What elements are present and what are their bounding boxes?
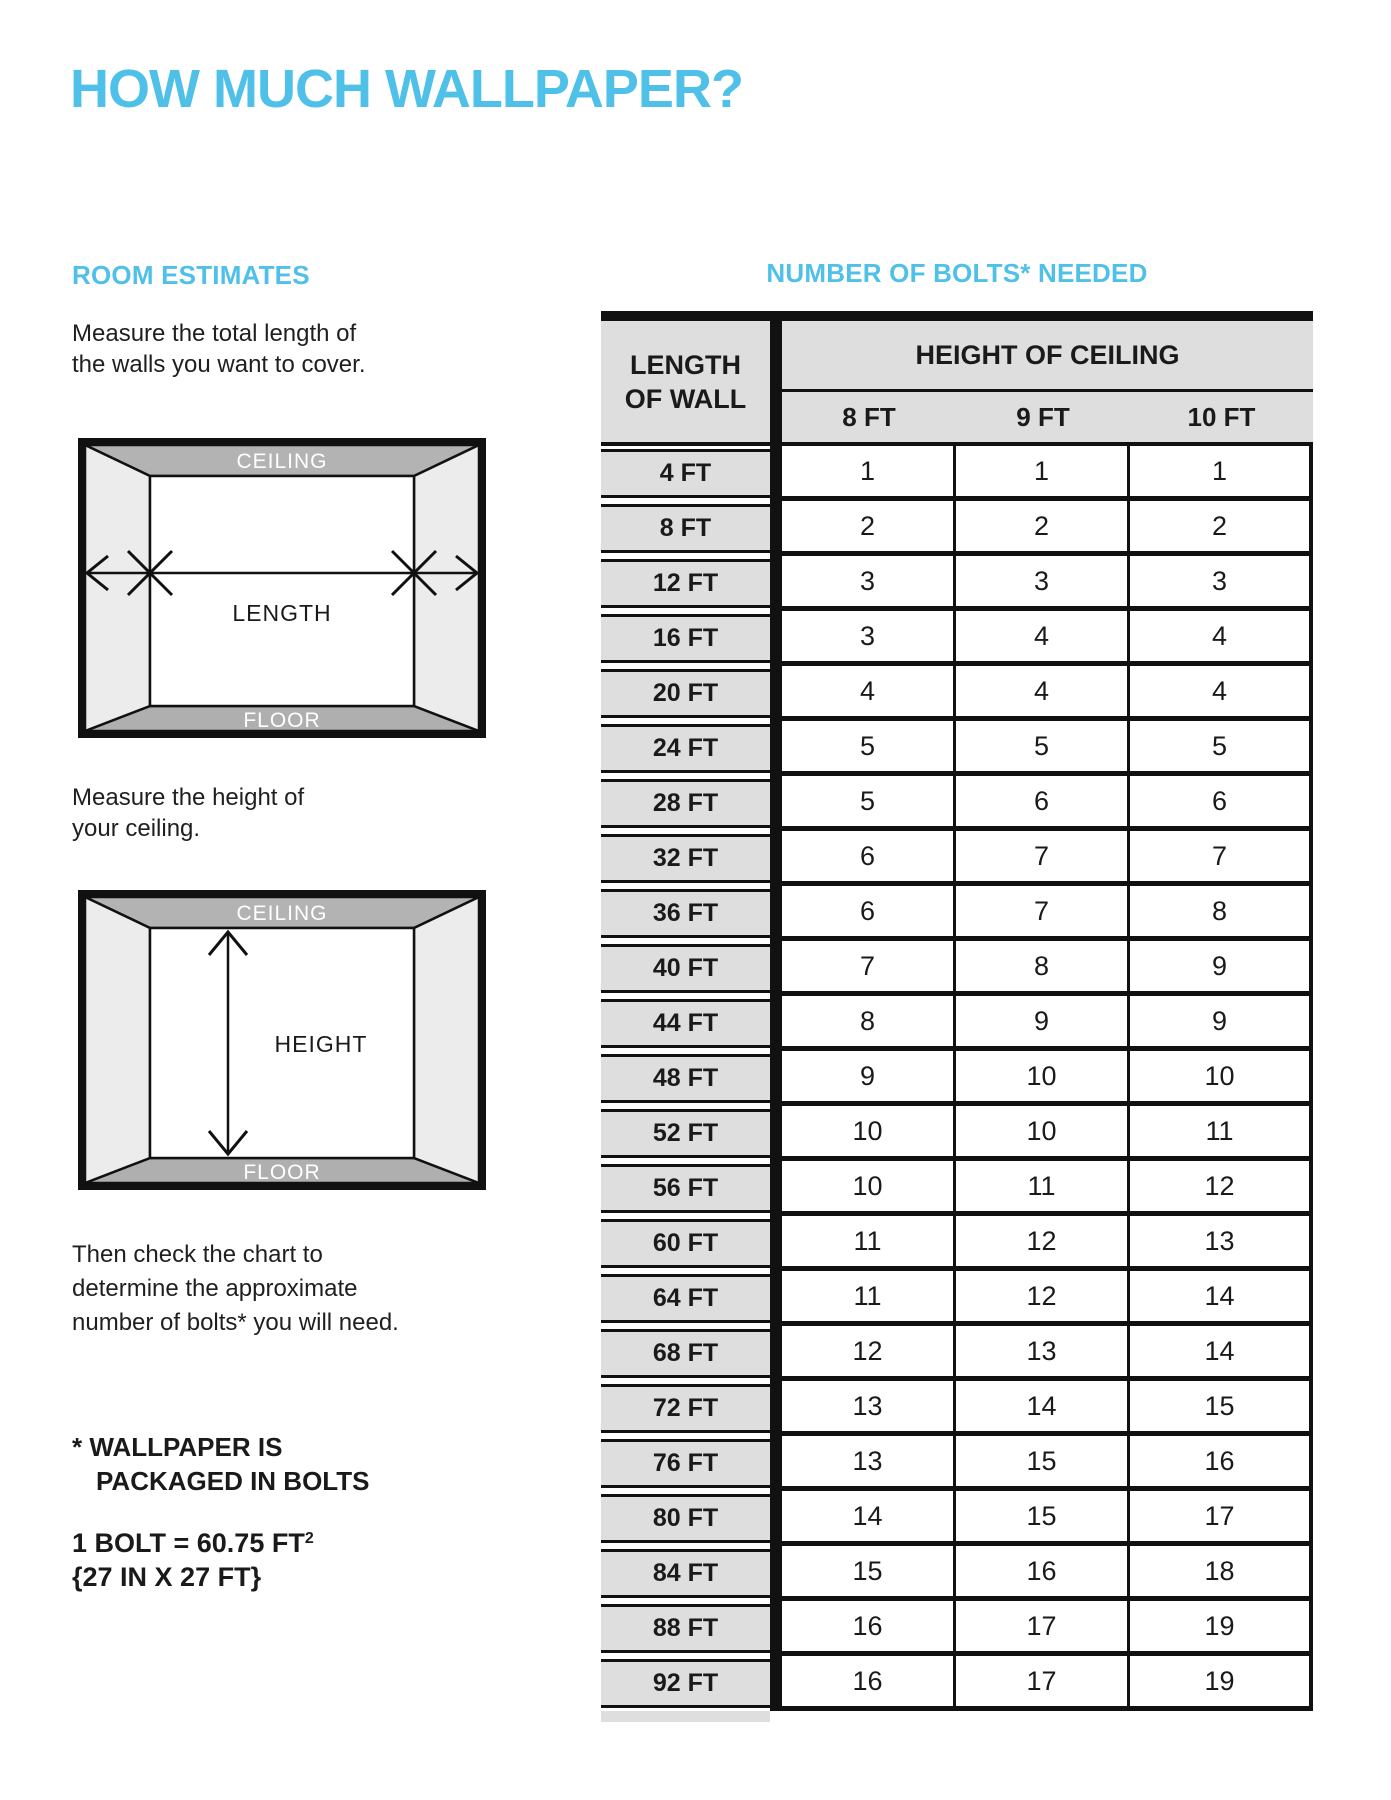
bolts-footnote — [72, 1430, 369, 1498]
bolts-cell-8ft: 2 — [782, 501, 956, 556]
left-wall — [85, 897, 150, 1183]
left-wall — [85, 445, 150, 731]
column-divider — [770, 666, 782, 721]
table-row — [601, 446, 1313, 501]
label-column-bottom-tab — [601, 1711, 770, 1722]
bolts-cell-8ft: 15 — [782, 1546, 956, 1601]
bolts-cell-9ft: 9 — [956, 996, 1130, 1051]
bolts-cell-8ft: 12 — [782, 1326, 956, 1381]
bolt-equation-exponent: 2 — [304, 1530, 314, 1547]
table-header — [601, 321, 1313, 446]
column-divider — [770, 1271, 782, 1326]
floor-label: FLOOR — [243, 1161, 321, 1184]
table-row — [601, 1216, 1313, 1271]
table-row — [601, 941, 1313, 996]
room-perspective-height-drawing — [78, 890, 486, 1190]
bolts-table — [601, 311, 1313, 1722]
bolts-cell-8ft: 8 — [782, 996, 956, 1051]
bolts-cell-10ft: 13 — [1130, 1216, 1313, 1271]
bolts-cell-8ft: 5 — [782, 776, 956, 831]
wall-length-label: 20 FT — [601, 669, 770, 718]
bolts-cell-10ft: 7 — [1130, 831, 1313, 886]
bolts-cell-9ft: 2 — [956, 501, 1130, 556]
wall-length-label: 84 FT — [601, 1549, 770, 1598]
instruction-chart-line2: determine the approximate — [72, 1275, 358, 1302]
height-label: HEIGHT — [274, 1031, 368, 1057]
bolts-cell-10ft: 6 — [1130, 776, 1313, 831]
bolts-cell-9ft: 16 — [956, 1546, 1130, 1601]
table-row — [601, 721, 1313, 776]
bolts-cell-8ft: 14 — [782, 1491, 956, 1546]
instruction-height — [72, 782, 304, 844]
bolts-cell-8ft: 11 — [782, 1271, 956, 1326]
col-header-8ft: 8 FT — [842, 401, 896, 432]
bolts-cell-8ft: 16 — [782, 1601, 956, 1656]
column-divider — [770, 1106, 782, 1161]
bolts-cell-10ft: 18 — [1130, 1546, 1313, 1601]
bolts-cell-9ft: 14 — [956, 1381, 1130, 1436]
column-divider — [770, 886, 782, 941]
column-divider — [770, 1216, 782, 1271]
height-diagram — [78, 890, 486, 1190]
room-perspective-length-drawing — [78, 438, 486, 738]
col-header-9ft: 9 FT — [1016, 401, 1070, 432]
bolts-cell-8ft: 13 — [782, 1436, 956, 1491]
bolts-cell-9ft: 5 — [956, 721, 1130, 776]
bolts-cell-10ft: 5 — [1130, 721, 1313, 776]
column-divider — [770, 776, 782, 831]
footnote-line2: PACKAGED IN BOLTS — [96, 1466, 370, 1496]
bolts-cell-10ft: 14 — [1130, 1271, 1313, 1326]
bolts-cell-9ft: 4 — [956, 611, 1130, 666]
right-wall — [414, 445, 479, 731]
bolts-cell-9ft: 10 — [956, 1106, 1130, 1161]
length-label: LENGTH — [232, 600, 332, 626]
bolts-cell-9ft: 10 — [956, 1051, 1130, 1106]
table-row — [601, 501, 1313, 556]
bolts-cell-10ft: 3 — [1130, 556, 1313, 611]
column-divider — [770, 1491, 782, 1546]
wall-length-label: 56 FT — [601, 1164, 770, 1213]
instruction-length-line1: Measure the total length of — [72, 320, 357, 347]
ceiling-label: CEILING — [236, 902, 328, 925]
bolts-cell-10ft: 1 — [1130, 446, 1313, 501]
column-divider — [770, 556, 782, 611]
bolts-cell-8ft: 3 — [782, 556, 956, 611]
table-row — [601, 776, 1313, 831]
bolts-cell-10ft: 12 — [1130, 1161, 1313, 1216]
bolts-cell-10ft: 4 — [1130, 666, 1313, 721]
column-divider — [770, 1381, 782, 1436]
wall-length-label: 92 FT — [601, 1659, 770, 1708]
bolt-equation — [72, 1528, 314, 1559]
table-row — [601, 831, 1313, 886]
bolts-cell-9ft: 4 — [956, 666, 1130, 721]
table-top-rule — [601, 311, 1313, 321]
length-diagram — [78, 438, 486, 738]
wall-length-label: 76 FT — [601, 1439, 770, 1488]
column-divider — [770, 321, 782, 446]
bolts-cell-10ft: 14 — [1130, 1326, 1313, 1381]
column-divider — [770, 996, 782, 1051]
table-row — [601, 611, 1313, 666]
bolts-cell-10ft: 9 — [1130, 996, 1313, 1051]
bolts-cell-10ft: 19 — [1130, 1656, 1313, 1711]
instruction-chart-line1: Then check the chart to — [72, 1241, 323, 1268]
column-divider — [770, 1326, 782, 1381]
column-divider — [770, 1051, 782, 1106]
instruction-chart-line3: number of bolts* you will need. — [72, 1309, 399, 1336]
wall-length-label: 68 FT — [601, 1329, 770, 1378]
bolts-cell-8ft: 11 — [782, 1216, 956, 1271]
column-divider — [770, 446, 782, 501]
wall-length-label: 12 FT — [601, 559, 770, 608]
page-title: HOW MUCH WALLPAPER? — [70, 59, 743, 119]
table-row — [601, 556, 1313, 611]
bolts-cell-9ft: 7 — [956, 831, 1130, 886]
wall-length-label: 64 FT — [601, 1274, 770, 1323]
col-header-10ft: 10 FT — [1187, 401, 1256, 432]
height-of-ceiling-header: HEIGHT OF CEILING — [782, 321, 1313, 392]
bolts-cell-10ft: 11 — [1130, 1106, 1313, 1161]
bolts-cell-10ft: 4 — [1130, 611, 1313, 666]
wall-length-label: 4 FT — [601, 449, 770, 498]
bolts-cell-8ft: 10 — [782, 1106, 956, 1161]
wall-length-label: 8 FT — [601, 504, 770, 553]
bolt-equation-main: 1 BOLT = 60.75 FT — [72, 1528, 305, 1558]
bolts-cell-8ft: 3 — [782, 611, 956, 666]
column-divider — [770, 1601, 782, 1656]
wall-length-label: 72 FT — [601, 1384, 770, 1433]
table-row — [601, 1051, 1313, 1106]
length-of-wall-line1: LENGTH — [629, 349, 741, 380]
wall-length-label: 60 FT — [601, 1219, 770, 1268]
instruction-length — [72, 318, 365, 380]
table-row — [601, 1546, 1313, 1601]
table-row — [601, 996, 1313, 1051]
bolts-cell-8ft: 4 — [782, 666, 956, 721]
table-row — [601, 1381, 1313, 1436]
wall-length-label: 24 FT — [601, 724, 770, 773]
column-divider — [770, 831, 782, 886]
instruction-chart — [72, 1238, 399, 1340]
bolts-cell-10ft: 16 — [1130, 1436, 1313, 1491]
back-wall — [150, 476, 414, 706]
bolts-cell-8ft: 9 — [782, 1051, 956, 1106]
wall-length-label: 88 FT — [601, 1604, 770, 1653]
bolts-cell-9ft: 13 — [956, 1326, 1130, 1381]
table-row — [601, 1106, 1313, 1161]
bolts-cell-8ft: 6 — [782, 831, 956, 886]
bolts-cell-9ft: 1 — [956, 446, 1130, 501]
bolts-cell-9ft: 7 — [956, 886, 1130, 941]
bolts-cell-10ft: 17 — [1130, 1491, 1313, 1546]
right-wall — [414, 897, 479, 1183]
length-of-wall-header — [601, 321, 770, 446]
wall-length-label: 80 FT — [601, 1494, 770, 1543]
table-row — [601, 666, 1313, 721]
instruction-height-line1: Measure the height of — [72, 784, 305, 811]
bolts-cell-9ft: 15 — [956, 1491, 1130, 1546]
bolts-cell-9ft: 6 — [956, 776, 1130, 831]
table-row — [601, 1326, 1313, 1381]
bolts-cell-9ft: 8 — [956, 941, 1130, 996]
bolts-cell-10ft: 8 — [1130, 886, 1313, 941]
bolts-cell-9ft: 17 — [956, 1601, 1130, 1656]
ceiling-heights-subheader — [782, 392, 1313, 446]
wall-length-label: 40 FT — [601, 944, 770, 993]
bolts-table-heading: NUMBER OF BOLTS* NEEDED — [766, 258, 1148, 288]
bolts-cell-9ft: 11 — [956, 1161, 1130, 1216]
bolts-cell-8ft: 10 — [782, 1161, 956, 1216]
bolts-cell-8ft: 13 — [782, 1381, 956, 1436]
wall-length-label: 44 FT — [601, 999, 770, 1048]
table-row — [601, 1601, 1313, 1656]
column-divider — [770, 1436, 782, 1491]
bolts-cell-8ft: 16 — [782, 1656, 956, 1711]
wall-length-label: 28 FT — [601, 779, 770, 828]
wall-length-label: 36 FT — [601, 889, 770, 938]
table-body — [601, 446, 1313, 1711]
column-divider — [770, 721, 782, 776]
column-divider — [770, 1656, 782, 1711]
column-divider — [770, 1161, 782, 1216]
bolts-cell-10ft: 19 — [1130, 1601, 1313, 1656]
bolts-cell-9ft: 15 — [956, 1436, 1130, 1491]
bolt-dimensions: {27 IN X 27 FT} — [72, 1562, 262, 1592]
bolts-cell-10ft: 15 — [1130, 1381, 1313, 1436]
bolts-cell-10ft: 10 — [1130, 1051, 1313, 1106]
column-divider — [770, 1546, 782, 1601]
wall-length-label: 48 FT — [601, 1054, 770, 1103]
length-of-wall-line2: OF WALL — [624, 383, 747, 414]
table-row — [601, 1436, 1313, 1491]
bolts-cell-8ft: 7 — [782, 941, 956, 996]
bolts-cell-9ft: 12 — [956, 1271, 1130, 1326]
column-divider — [770, 941, 782, 996]
table-row — [601, 1491, 1313, 1546]
floor-label: FLOOR — [243, 709, 321, 732]
wall-length-label: 16 FT — [601, 614, 770, 663]
ceiling-label: CEILING — [236, 450, 328, 473]
column-divider — [770, 611, 782, 666]
instruction-length-line2: the walls you want to cover. — [72, 351, 366, 378]
instruction-height-line2: your ceiling. — [72, 815, 201, 842]
bolts-cell-8ft: 5 — [782, 721, 956, 776]
bolts-cell-9ft: 3 — [956, 556, 1130, 611]
table-row — [601, 886, 1313, 941]
bolts-cell-8ft: 1 — [782, 446, 956, 501]
bolts-cell-10ft: 9 — [1130, 941, 1313, 996]
footnote-line1: * WALLPAPER IS — [72, 1432, 283, 1462]
bolts-cell-9ft: 17 — [956, 1656, 1130, 1711]
wall-length-label: 32 FT — [601, 834, 770, 883]
table-row — [601, 1161, 1313, 1216]
wall-length-label: 52 FT — [601, 1109, 770, 1158]
bolts-cell-9ft: 12 — [956, 1216, 1130, 1271]
column-divider — [770, 501, 782, 556]
bolts-cell-8ft: 6 — [782, 886, 956, 941]
room-estimates-heading: ROOM ESTIMATES — [72, 260, 310, 290]
bolts-cell-10ft: 2 — [1130, 501, 1313, 556]
table-row — [601, 1271, 1313, 1326]
table-row — [601, 1656, 1313, 1711]
